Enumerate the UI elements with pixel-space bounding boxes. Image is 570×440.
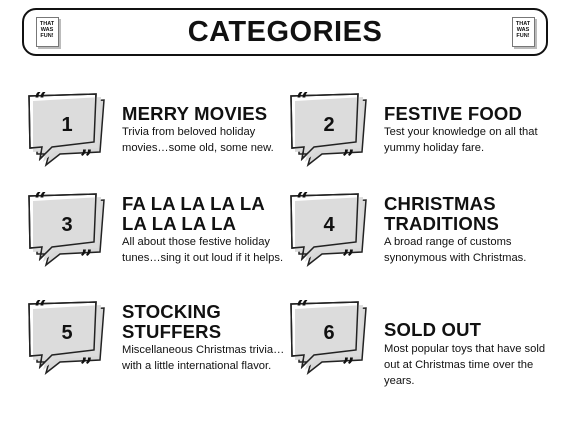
page-title: CATEGORIES [187,16,383,48]
category-number: 2 [323,114,335,136]
category-card[interactable] [22,192,282,292]
svg-text:”: ” [80,246,93,272]
category-title: FA LA LA LA LA LA LA LA LA [122,193,265,234]
category-number: 6 [323,322,335,344]
category-title: MERRY MOVIES [122,103,268,124]
svg-text:”: ” [342,246,355,272]
svg-text:”: ” [342,354,355,380]
category-title: STOCKING STUFFERS [122,301,222,342]
svg-text:”: ” [80,354,93,380]
category-number: 1 [61,114,73,136]
svg-text:“: “ [34,92,47,114]
category-description: Test your knowledge on all that yummy holiday fare. [384,126,538,154]
category-description: Trivia from beloved holiday movies…some old, some new. [122,126,274,154]
svg-text:“: “ [34,300,47,322]
svg-text:“: “ [34,192,47,214]
category-title: FESTIVE FOOD [384,103,523,124]
category-description: A broad range of customs synonymous with Christmas. [384,236,527,264]
svg-text:“: “ [296,300,309,322]
category-title: SOLD OUT [384,319,482,340]
category-description: Miscellaneous Christmas trivia… with a little international flavor. [122,344,285,372]
logo-text: THAT WAS FUN! [39,21,55,39]
category-title: CHRISTMAS TRADITIONS [384,193,500,234]
category-card[interactable] [284,92,544,192]
svg-text:“: “ [296,192,309,214]
svg-text:”: ” [342,146,355,172]
svg-text:”: ” [80,146,93,172]
category-number: 5 [61,322,73,344]
category-card[interactable] [22,300,285,400]
category-description: All about those festive holiday tunes…sing it out loud if it helps. [122,236,284,264]
logo-text: THAT WAS FUN! [515,21,531,39]
category-card[interactable] [284,300,544,400]
category-description: Most popular toys that have sold out at Christmas time over the years. [384,343,546,387]
svg-text:“: “ [296,92,309,114]
brand-logo [510,15,536,49]
header-banner [22,8,548,56]
category-card[interactable] [22,92,282,192]
category-number: 4 [323,214,335,236]
category-number: 3 [61,214,73,236]
category-card[interactable] [284,192,544,292]
